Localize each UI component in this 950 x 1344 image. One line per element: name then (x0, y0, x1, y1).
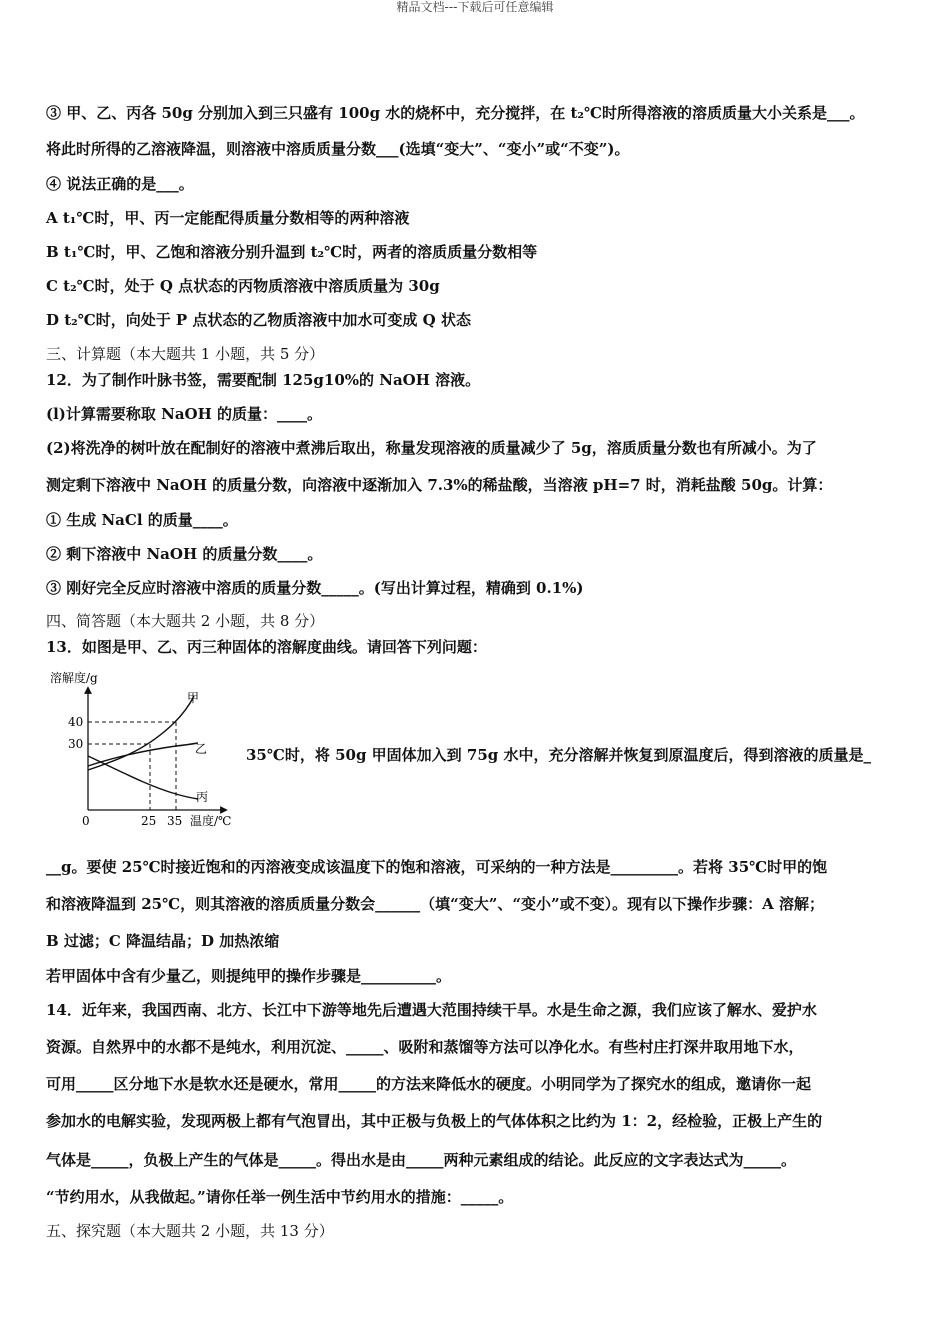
page-header: 精品文档---下载后可任意编辑 (396, 0, 554, 14)
x-axis-label: 温度/℃ (190, 814, 232, 828)
curve-label-yi: 乙 (195, 742, 208, 756)
option-c: C t₂℃时，处于 Q 点状态的丙物质溶液中溶质质量为 30g (46, 277, 440, 295)
text-line: 资源。自然界中的水都不是纯水，利用沉淀、_____、吸附和蒸馏等方法可以净化水。有些村庄打深井取用地下水， (46, 1038, 804, 1056)
text-line: 将此时所得的乙溶液降温，则溶液中溶质质量分数___(选填“变大”、“变小”或“不变”)。 (46, 140, 630, 158)
text-line: ① 生成 NaCl 的质量____。 (46, 511, 238, 529)
y-tick-40: 40 (68, 715, 84, 729)
curve-jia (88, 696, 194, 770)
text-line: __g。要使 25℃时接近饱和的丙溶液变成该温度下的饱和溶液，可采纳的一种方法是_________。若将 35℃时甲的饱 (46, 858, 828, 876)
x-tick-35: 35 (167, 814, 183, 828)
text-line: 和溶液降温到 25℃，则其溶液的溶质质量分数会______（填“变大”、“变小”或不变）。现有以下操作步骤：A 溶解； (46, 895, 824, 913)
option-a: A t₁℃时，甲、丙一定能配得质量分数相等的两种溶液 (46, 209, 410, 227)
text-line: 参加水的电解实验，发现两极上都有气泡冒出，其中正极与负极上的气体体积之比约为 1：2，经检验，正极上产生的 (46, 1112, 823, 1130)
text-line: 测定剩下溶液中 NaOH 的质量分数，向溶液中逐渐加入 7.3%的稀盐酸，当溶液 pH=7 时，消耗盐酸 50g。计算： (46, 476, 833, 494)
option-d: D t₂℃时，向处于 P 点状态的乙物质溶液中加水可变成 Q 状态 (46, 311, 471, 329)
y-axis-label: 溶解度/g (50, 671, 98, 685)
text-line: ③ 甲、乙、丙各 50g 分别加入到三只盛有 100g 水的烧杯中，充分搅拌，在 t₂℃时所得溶液的溶质质量大小关系是___。 (46, 104, 865, 122)
question-14: 14．近年来，我国西南、北方、长江中下游等地先后遭遇大范围持续干旱。水是生命之源，我们应该了解水、爱护水 (46, 1001, 817, 1019)
text-line: 气体是_____，负极上产生的气体是_____。得出水是由_____两种元素组成的结论。此反应的文字表达式为_____。 (46, 1151, 797, 1169)
curve-label-bing: 丙 (196, 790, 209, 804)
text-line: (2)将洗净的树叶放在配制好的溶液中煮沸后取出，称量发现溶液的质量减少了 5g，溶质质量分数也有所减小。为了 (46, 439, 817, 457)
y-tick-30: 30 (68, 737, 84, 751)
text-line: 可用_____区分地下水是软水还是硬水，常用_____的方法来降低水的硬度。小明同学为了探究水的组成，邀请你一起 (46, 1075, 812, 1093)
text-line: (l)计算需要称取 NaOH 的质量：____。 (46, 405, 323, 423)
x-tick-0: 0 (82, 814, 90, 828)
section-heading: 三、计算题（本大题共 1 小题，共 5 分） (46, 345, 325, 363)
text-line: ③ 刚好完全反应时溶液中溶质的质量分数_____。(写出计算过程，精确到 0.1%) (46, 579, 584, 597)
text-line: ④ 说法正确的是___。 (46, 175, 194, 193)
question-13: 13．如图是甲、乙、丙三种固体的溶解度曲线。请回答下列问题： (46, 638, 487, 656)
text-line: 若甲固体中含有少量乙，则提纯甲的操作步骤是__________。 (46, 967, 452, 985)
text-line: ② 剩下溶液中 NaOH 的质量分数____。 (46, 545, 323, 563)
solubility-graph (44, 666, 244, 835)
section-heading: 四、简答题（本大题共 2 小题，共 8 分） (46, 612, 325, 630)
x-tick-25: 25 (141, 814, 157, 828)
option-b: B t₁℃时，甲、乙饱和溶液分别升温到 t₂℃时，两者的溶质质量分数相等 (46, 243, 538, 261)
text-line: “节约用水，从我做起。”请你任举一例生活中节约用水的措施：_____。 (46, 1188, 514, 1206)
section-heading: 五、探究题（本大题共 2 小题，共 13 分） (46, 1222, 334, 1240)
text-line: 35℃时，将 50g 甲固体加入到 75g 水中，充分溶解并恢复到原温度后，得到溶液的质量是_ (246, 746, 871, 764)
curve-label-jia: 甲 (187, 691, 200, 705)
curve-bing (88, 756, 198, 799)
text-line: B 过滤；C 降温结晶；D 加热浓缩 (46, 932, 280, 950)
question-12: 12．为了制作叶脉书签，需要配制 125g10%的 NaOH 溶液。 (46, 371, 481, 389)
